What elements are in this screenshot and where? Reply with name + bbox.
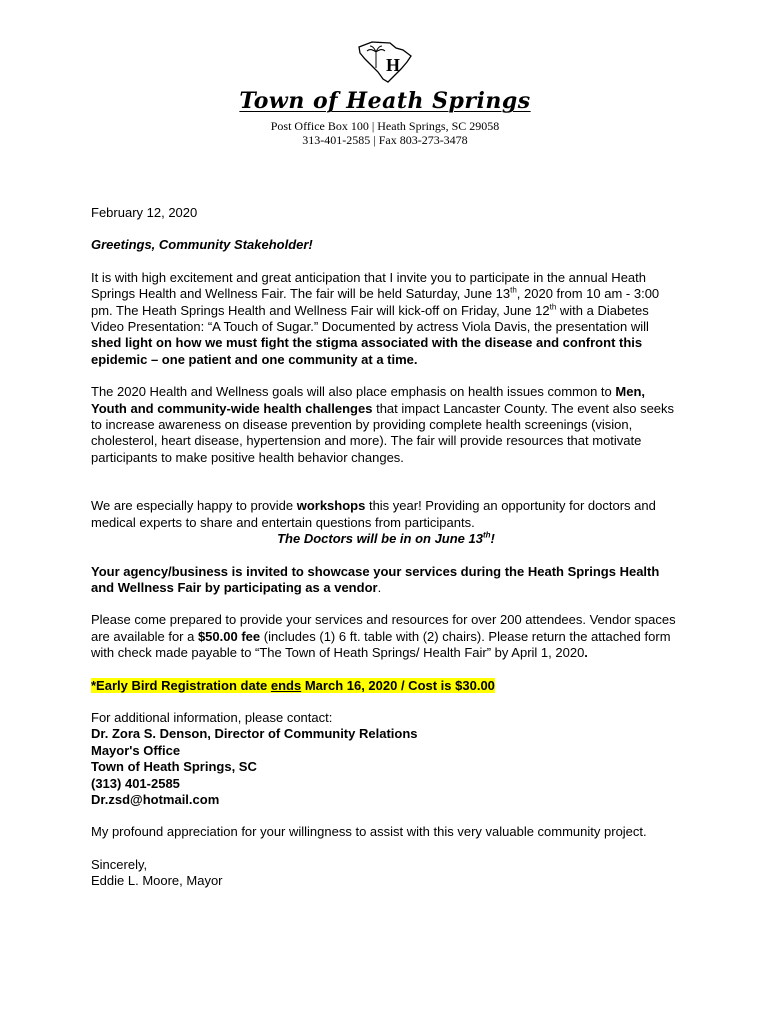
contact-town: Town of Heath Springs, SC [91, 759, 257, 775]
contact-email[interactable]: Dr.zsd@hotmail.com [91, 791, 220, 807]
signer-name: Eddie L. Moore, Mayor [91, 873, 223, 889]
paragraph-vendor-fee: Please come prepared to provide your services and resources for over 200 attendees. Vendor spaces are available for a $50.00 fee (includes (1) 6 ft. table with (2) chairs). Please return the attached form with check made payable to “The Town of Heath Springs/ Health Fair” by April 1, 2020. [91, 612, 676, 661]
greeting: Greetings, Community Stakeholder! [91, 237, 313, 253]
state-outline-emblem [356, 38, 414, 84]
emblem-letter: H [386, 55, 401, 75]
address-line: Post Office Box 100 | Heath Springs, SC 29058 [270, 119, 500, 133]
paragraph-goals: The 2020 Health and Wellness goals will also place emphasis on health issues common to Men, Youth and community-wide health challenges that impact Lancaster County. The event also seeks to increase awareness on disease prevention by providing complete health screenings (vision, cholesterol, heart disease, hypertension and more). The fair will provide resources that motivate participants to make positive health behavior changes. [91, 384, 675, 465]
letterhead [0, 38, 770, 147]
appreciation-paragraph: My profound appreciation for your willingness to assist with this very valuable community project. [91, 824, 647, 840]
town-name: Town of Heath Springs [239, 88, 531, 114]
palmetto-tree-icon [367, 46, 385, 68]
doctors-note: The Doctors will be in on June 13th! [277, 530, 495, 547]
contact-phone: (313) 401-2585 [91, 775, 180, 791]
vendor-invitation: Your agency/business is invited to showcase your services during the Heath Springs Health and Wellness Fair by participating as a vendor. [91, 563, 660, 595]
contact-intro: For additional information, please contact: [91, 709, 333, 725]
phone-line: 313-401-2585 | Fax 803-273-3478 [302, 133, 468, 147]
letter-body [91, 205, 681, 890]
paragraph-workshops: We are especially happy to provide workshops this year! Providing an opportunity for doctors and medical experts to share and entertain questions from participants. [91, 498, 656, 530]
paragraph-fair-intro: It is with high excitement and great anticipation that I invite you to participate in the annual Heath Springs Health and Wellness Fair. The fair will be held Saturday, June 13th, 2020 from 10 am - 3:00 pm. The Heath Springs Health and Wellness Fair will kick-off on Friday, June 12th with a Diabetes Video Presentation: “A Touch of Sugar.” Documented by actress Viola Davis, the presentation will shed light on how we must fight the stigma associated with the disease and confront this epidemic – one patient and one community at a time. [91, 269, 660, 367]
letter-date: February 12, 2020 [91, 205, 198, 220]
contact-office: Mayor's Office [91, 742, 181, 758]
early-bird-notice: *Early Bird Registration date ends March 16, 2020 / Cost is $30.00 [91, 677, 495, 693]
contact-name: Dr. Zora S. Denson, Director of Community Relations [91, 726, 418, 742]
closing: Sincerely, [91, 856, 148, 872]
